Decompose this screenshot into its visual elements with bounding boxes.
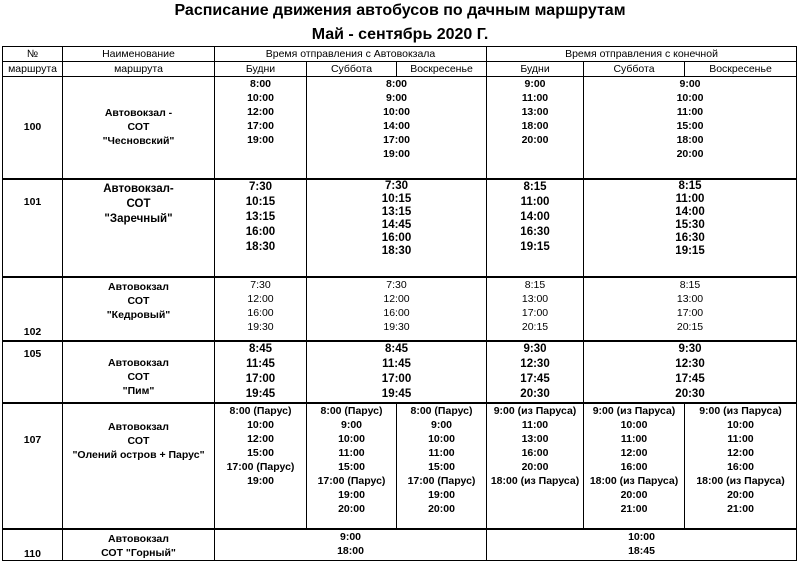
time: 10:00 — [247, 418, 274, 431]
time: 12:00 — [620, 446, 648, 459]
station-weekend-times — [307, 179, 487, 277]
time: 20:15 — [676, 320, 704, 333]
time: 13:15 — [245, 210, 276, 223]
time: 17:00 — [521, 306, 549, 319]
route-number: 100 — [3, 77, 63, 179]
header-terminal-weekdays: Будни — [487, 62, 584, 77]
header-from-terminal: Время отправления с конечной — [487, 47, 797, 62]
time: 10:00 — [620, 418, 648, 431]
time: 13:00 — [676, 292, 704, 305]
time: 12:00 — [727, 446, 754, 459]
time: 20:00 — [521, 460, 549, 473]
time: 18:30 — [381, 244, 412, 257]
time: 11:00 — [727, 432, 754, 445]
time: 16:00 — [381, 231, 412, 244]
terminal-weekend-times — [584, 77, 797, 179]
time: 21:00 — [620, 502, 648, 515]
route-row-105 — [3, 341, 797, 403]
time: 7:30 — [384, 179, 409, 192]
time: 16:30 — [675, 231, 705, 244]
time: 16:00 — [247, 306, 274, 319]
time: 12:30 — [675, 357, 705, 370]
time: 9:00 — [386, 92, 408, 104]
station-weekend-times — [307, 341, 487, 403]
time: 20:00 — [727, 488, 754, 501]
time: 12:00 — [247, 106, 274, 118]
header-row-2 — [3, 62, 797, 77]
time: 12:30 — [520, 357, 550, 370]
time: 20:15 — [521, 320, 549, 333]
time: 17:00 — [676, 306, 704, 319]
time: 18:00 — [337, 544, 364, 557]
time: 10:15 — [381, 192, 412, 205]
time: 11:00 — [428, 446, 455, 459]
time: 8:00 (Парус) — [320, 404, 383, 417]
time: 20:00 — [676, 148, 704, 160]
route-name: Автовокзал СОТ "Кедровый" — [63, 277, 215, 341]
time: 11:00 — [338, 446, 365, 459]
header-num: № — [3, 47, 63, 62]
time: 16:00 — [245, 225, 276, 238]
time: 15:00 — [428, 460, 455, 473]
station-weekdays-times — [215, 277, 307, 341]
time: 11:45 — [246, 357, 275, 370]
time: 11:00 — [620, 432, 648, 445]
header-station-weekdays: Будни — [215, 62, 307, 77]
time: 11:00 — [520, 195, 550, 208]
time: 16:00 — [383, 306, 410, 319]
time: 13:15 — [381, 205, 412, 218]
time: 20:00 — [428, 502, 455, 515]
route-number: 101 — [3, 179, 63, 277]
time: 9:00 — [679, 78, 701, 90]
time: 8:15 — [524, 278, 546, 291]
header-name: Наименование — [63, 47, 215, 62]
terminal-weekend-times — [584, 277, 797, 341]
time: 13:00 — [521, 292, 549, 305]
time: 14:00 — [383, 120, 410, 132]
route-name: Автовокзал СОТ "Горный" — [63, 529, 215, 561]
terminal-weekdays-times — [487, 341, 584, 403]
time: 19:00 — [338, 488, 365, 501]
time: 19:15 — [675, 244, 705, 257]
route-row-100 — [3, 77, 797, 179]
terminal-weekdays-times — [487, 277, 584, 341]
time: 8:15 — [678, 179, 702, 192]
time: 19:45 — [245, 387, 276, 400]
terminal-saturday-times — [584, 403, 685, 529]
station-weekend-times — [307, 277, 487, 341]
time: 8:00 (Парус) — [410, 404, 473, 417]
header-terminal-saturday: Суббота — [584, 62, 685, 77]
header-num-sub: маршрута — [3, 62, 63, 77]
time: 9:00 (из Паруса) — [493, 404, 577, 417]
time: 9:00 — [340, 530, 362, 543]
time: 17:00 — [245, 372, 276, 385]
terminal-weekdays-times — [487, 179, 584, 277]
time: 17:45 — [520, 372, 550, 385]
time: 15:30 — [675, 218, 705, 231]
time: 11:00 — [521, 418, 549, 431]
header-name-sub: маршрута — [63, 62, 215, 77]
header-terminal-sunday: Воскресенье — [685, 62, 797, 77]
time: 15:00 — [676, 120, 704, 132]
time: 8:15 — [679, 278, 701, 291]
page-title: Расписание движения автобусов по дачным маршрутам — [174, 2, 626, 19]
route-row-101 — [3, 179, 797, 277]
time: 8:00 (Парус) — [229, 404, 292, 417]
time: 12:00 — [247, 292, 274, 305]
time: 10:00 — [628, 530, 655, 543]
time: 11:00 — [521, 92, 549, 104]
terminal-weekend-times — [584, 179, 797, 277]
time: 11:00 — [675, 192, 705, 205]
time: 19:00 — [383, 148, 410, 160]
time: 20:00 — [338, 502, 365, 515]
time: 8:45 — [384, 342, 409, 355]
time: 14:45 — [381, 218, 412, 231]
time: 9:00 — [524, 78, 546, 90]
page-subtitle: Май - сентябрь 2020 Г. — [311, 26, 489, 43]
terminal-sunday-times — [685, 403, 797, 529]
station-saturday-times — [307, 403, 397, 529]
time: 10:00 — [428, 432, 455, 445]
time: 19:00 — [428, 488, 455, 501]
time: 12:00 — [247, 432, 274, 445]
header-station-saturday: Суббота — [307, 62, 397, 77]
schedule-table — [2, 46, 797, 561]
time: 17:00 — [247, 120, 274, 132]
time: 19:15 — [520, 240, 550, 253]
time: 18:00 (из Паруса) — [696, 474, 785, 487]
terminal-weekdays-times — [487, 77, 584, 179]
time: 13:00 — [521, 432, 549, 445]
time: 8:45 — [248, 342, 273, 355]
time: 17:00 (Парус) — [317, 474, 386, 487]
route-row-102 — [3, 277, 797, 341]
time: 18:45 — [628, 544, 655, 557]
route-name: Автовокзал- СОТ "Заречный" — [63, 179, 215, 277]
station-weekdays-times — [215, 403, 307, 529]
time: 18:30 — [245, 240, 276, 253]
time: 20:30 — [520, 387, 550, 400]
time: 19:00 — [247, 474, 274, 487]
time: 9:00 — [340, 418, 362, 431]
time: 18:00 (из Паруса) — [490, 474, 580, 487]
route-name: Автовокзал СОТ "Олений остров + Парус" — [63, 403, 215, 529]
time: 9:30 — [523, 342, 547, 355]
terminal-weekdays-times — [487, 403, 584, 529]
station-all-days-times — [215, 529, 487, 561]
time: 14:00 — [520, 210, 550, 223]
time: 15:00 — [247, 446, 274, 459]
time: 16:00 — [620, 460, 648, 473]
terminal-weekend-times — [584, 341, 797, 403]
time: 19:45 — [381, 387, 412, 400]
time: 19:30 — [383, 320, 410, 333]
time: 20:30 — [675, 387, 705, 400]
time: 9:00 (из Паруса) — [592, 404, 676, 417]
time: 18:00 — [676, 134, 704, 146]
time: 14:00 — [675, 205, 705, 218]
header-row-1 — [3, 47, 797, 62]
time: 18:00 (из Паруса) — [589, 474, 679, 487]
station-weekdays-times — [215, 341, 307, 403]
route-number: 110 — [3, 529, 63, 561]
route-number: 105 — [3, 341, 63, 403]
time: 16:30 — [520, 225, 550, 238]
time: 20:00 — [521, 134, 549, 146]
time: 10:15 — [245, 195, 276, 208]
time: 11:45 — [382, 357, 411, 370]
station-weekdays-times — [215, 179, 307, 277]
time: 10:00 — [676, 92, 704, 104]
time: 18:00 — [521, 120, 549, 132]
route-number: 102 — [3, 277, 63, 341]
time: 9:00 (из Паруса) — [699, 404, 782, 417]
time: 13:00 — [521, 106, 549, 118]
time: 9:30 — [678, 342, 702, 355]
time: 7:30 — [386, 278, 407, 291]
time: 17:00 (Парус) — [407, 474, 476, 487]
time: 7:30 — [248, 180, 273, 193]
time: 7:30 — [250, 278, 271, 291]
route-number: 107 — [3, 403, 63, 529]
time: 15:00 — [338, 460, 365, 473]
time: 20:00 — [620, 488, 648, 501]
header-station-sunday: Воскресенье — [397, 62, 487, 77]
time: 21:00 — [727, 502, 754, 515]
time: 9:00 — [431, 418, 453, 431]
terminal-all-days-times — [487, 529, 797, 561]
station-weekend-times — [307, 77, 487, 179]
route-row-110 — [3, 529, 797, 561]
time: 17:45 — [675, 372, 705, 385]
time: 10:00 — [383, 106, 410, 118]
time: 19:30 — [247, 320, 274, 333]
time: 8:00 — [386, 78, 408, 90]
route-name: Автовокзал - СОТ "Чесновский" — [63, 77, 215, 179]
time: 8:15 — [523, 180, 547, 193]
time: 16:00 — [727, 460, 754, 473]
station-weekdays-times — [215, 77, 307, 179]
time: 17:00 — [381, 372, 412, 385]
station-sunday-times — [397, 403, 487, 529]
time: 11:00 — [676, 106, 704, 118]
time: 10:00 — [727, 418, 754, 431]
time: 17:00 — [383, 134, 410, 146]
time: 10:00 — [338, 432, 365, 445]
route-name: Автовокзал СОТ "Пим" — [63, 341, 215, 403]
time: 17:00 (Парус) — [226, 460, 295, 473]
time: 10:00 — [247, 92, 274, 104]
time: 16:00 — [521, 446, 549, 459]
time: 8:00 — [249, 78, 271, 90]
time: 19:00 — [247, 134, 274, 146]
time: 12:00 — [383, 292, 410, 305]
route-row-107 — [3, 403, 797, 529]
header-from-station: Время отправления с Автовокзала — [215, 47, 487, 62]
